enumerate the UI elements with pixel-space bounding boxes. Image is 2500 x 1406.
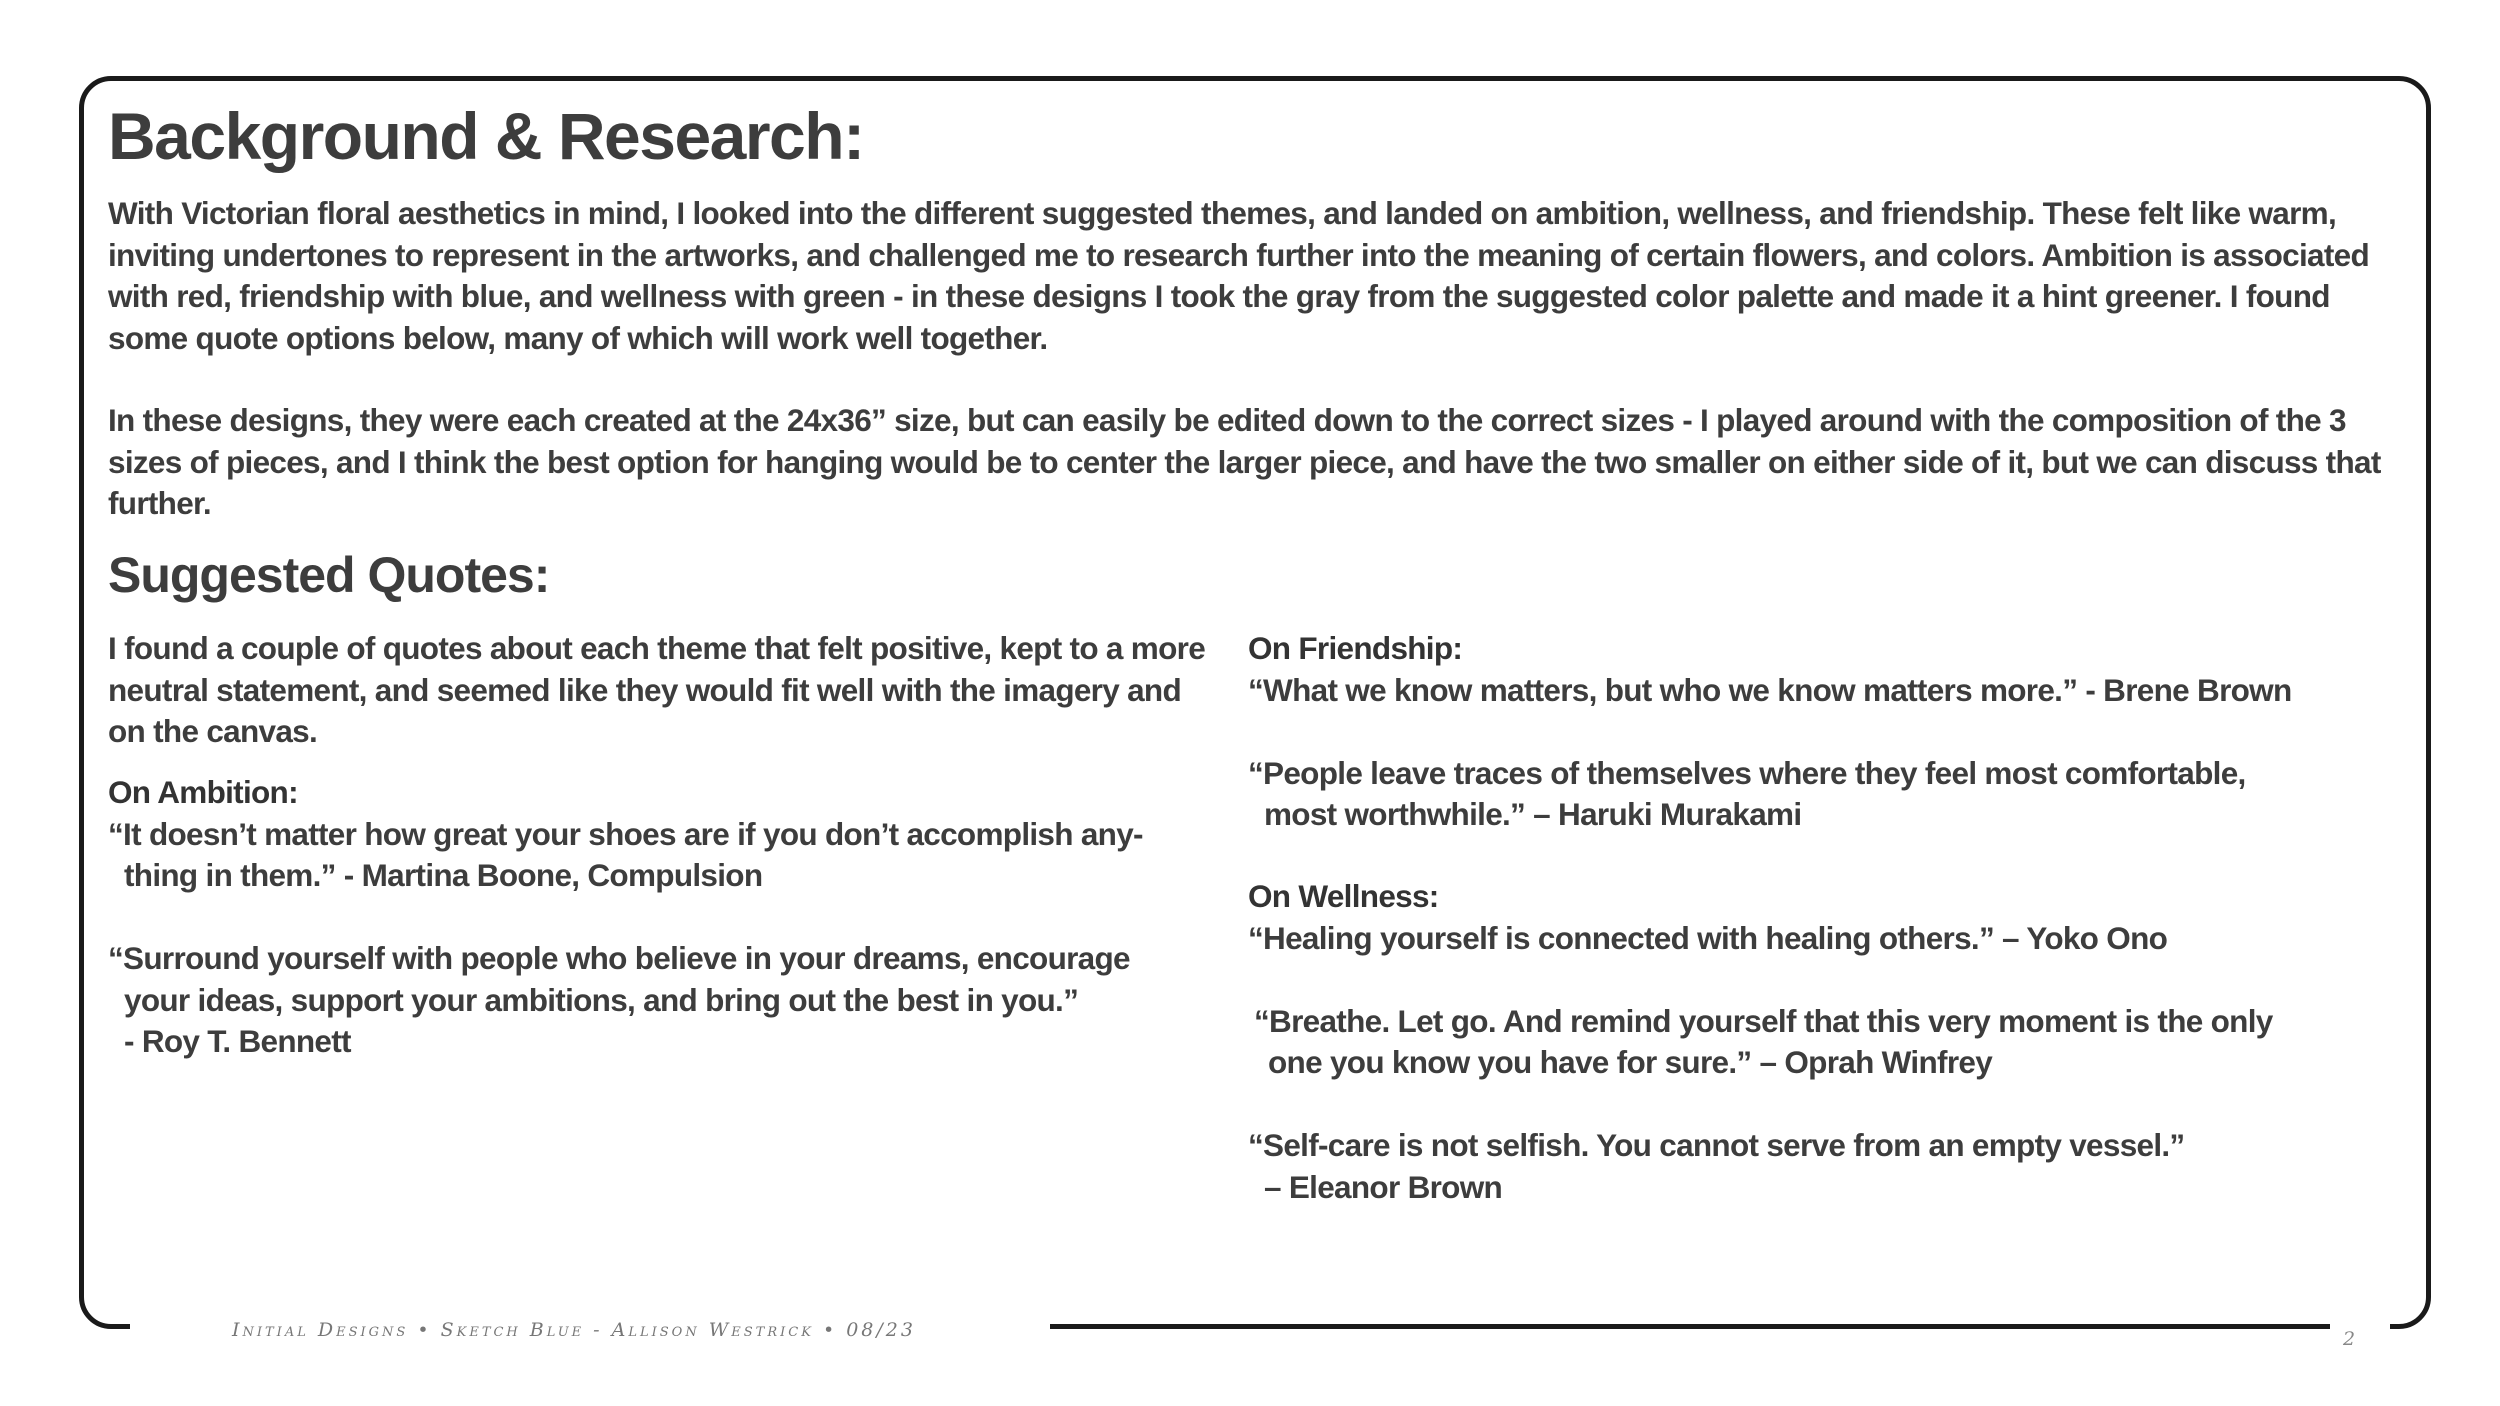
wellness-section xyxy=(1248,876,2273,1208)
paragraph-sizes: In these designs, they were each created at the 24x36” size, but can easily be edited down to the correct sizes - I played around with the composition of the 3 sizes of pieces, and I think the best option for hanging would be to center the larger piece, and have the two smaller on either side of it, but we can discuss that further. xyxy=(108,402,2381,521)
friendship-quote-2-line-2: most worthwhile.” – Haruki Murakami xyxy=(1264,796,1802,832)
ambition-title: On Ambition: xyxy=(108,774,298,810)
wellness-quote-2-line-2: one you know you have for sure.” – Oprah Winfrey xyxy=(1268,1044,1993,1080)
ambition-quote-1-line-2: thing in them.” - Martina Boone, Compulsion xyxy=(124,857,763,893)
wellness-quote-1: “Healing yourself is connected with healing others.” – Yoko Ono xyxy=(1248,919,2168,956)
quotes-intro: I found a couple of quotes about each theme that felt positive, kept to a more neutral statement, and seemed like they would fit well with the imagery and on the canvas. xyxy=(108,630,1206,749)
friendship-quote-2-line-1: “People leave traces of themselves where they feel most comfortable, xyxy=(1248,754,2246,791)
ambition-quote-2-line-1: “Surround yourself with people who believe in your dreams, encourage xyxy=(108,940,1130,976)
wellness-quote-3-line-2: – Eleanor Brown xyxy=(1264,1168,1503,1205)
wellness-quote-2-line-1: “Breathe. Let go. And remind yourself that this very moment is the only xyxy=(1254,1002,2273,1039)
friendship-section xyxy=(1248,628,2292,836)
wellness-title: On Wellness: xyxy=(1248,878,1439,914)
ambition-quote-1-line-1: “It doesn’t matter how great your shoes are if you don’t accomplish any- xyxy=(108,815,1143,852)
paragraph-research: With Victorian floral aesthetics in mind, I looked into the different suggested themes, and landed on ambition, wellness, and friendship. These felt like warm, inviting undertones to represent in the artworks, and challenged me to research further into the meaning of certain flowers, and colors. Ambition is associated with red, friendship with blue, and wellness with green - in these designs I took the gray from the suggested color palette and made it a hint greener. I found some quote options below, many of which will work well together. xyxy=(108,195,2369,356)
ambition-section xyxy=(108,772,1143,1063)
ambition-quote-2-line-3: - Roy T. Bennett xyxy=(124,1023,351,1059)
heading-suggested-quotes: Suggested Quotes: xyxy=(108,547,550,603)
frame-gap-right xyxy=(2330,1318,2390,1340)
footer-caption: Initial Designs • Sketch Blue - Allison Westrick • 08/23 xyxy=(232,1319,916,1341)
wellness-quote-3-line-1: “Self-care is not selfish. You cannot serve from an empty vessel.” xyxy=(1248,1127,2185,1163)
friendship-quote-1: “What we know matters, but who we know matters more.” - Brene Brown xyxy=(1248,671,2292,708)
page-number: 2 xyxy=(2343,1328,2356,1350)
ambition-quote-2-line-2: your ideas, support your ambitions, and bring out the best in you.” xyxy=(124,981,1079,1018)
heading-background-research: Background & Research: xyxy=(108,99,864,173)
friendship-title: On Friendship: xyxy=(1248,630,1463,666)
